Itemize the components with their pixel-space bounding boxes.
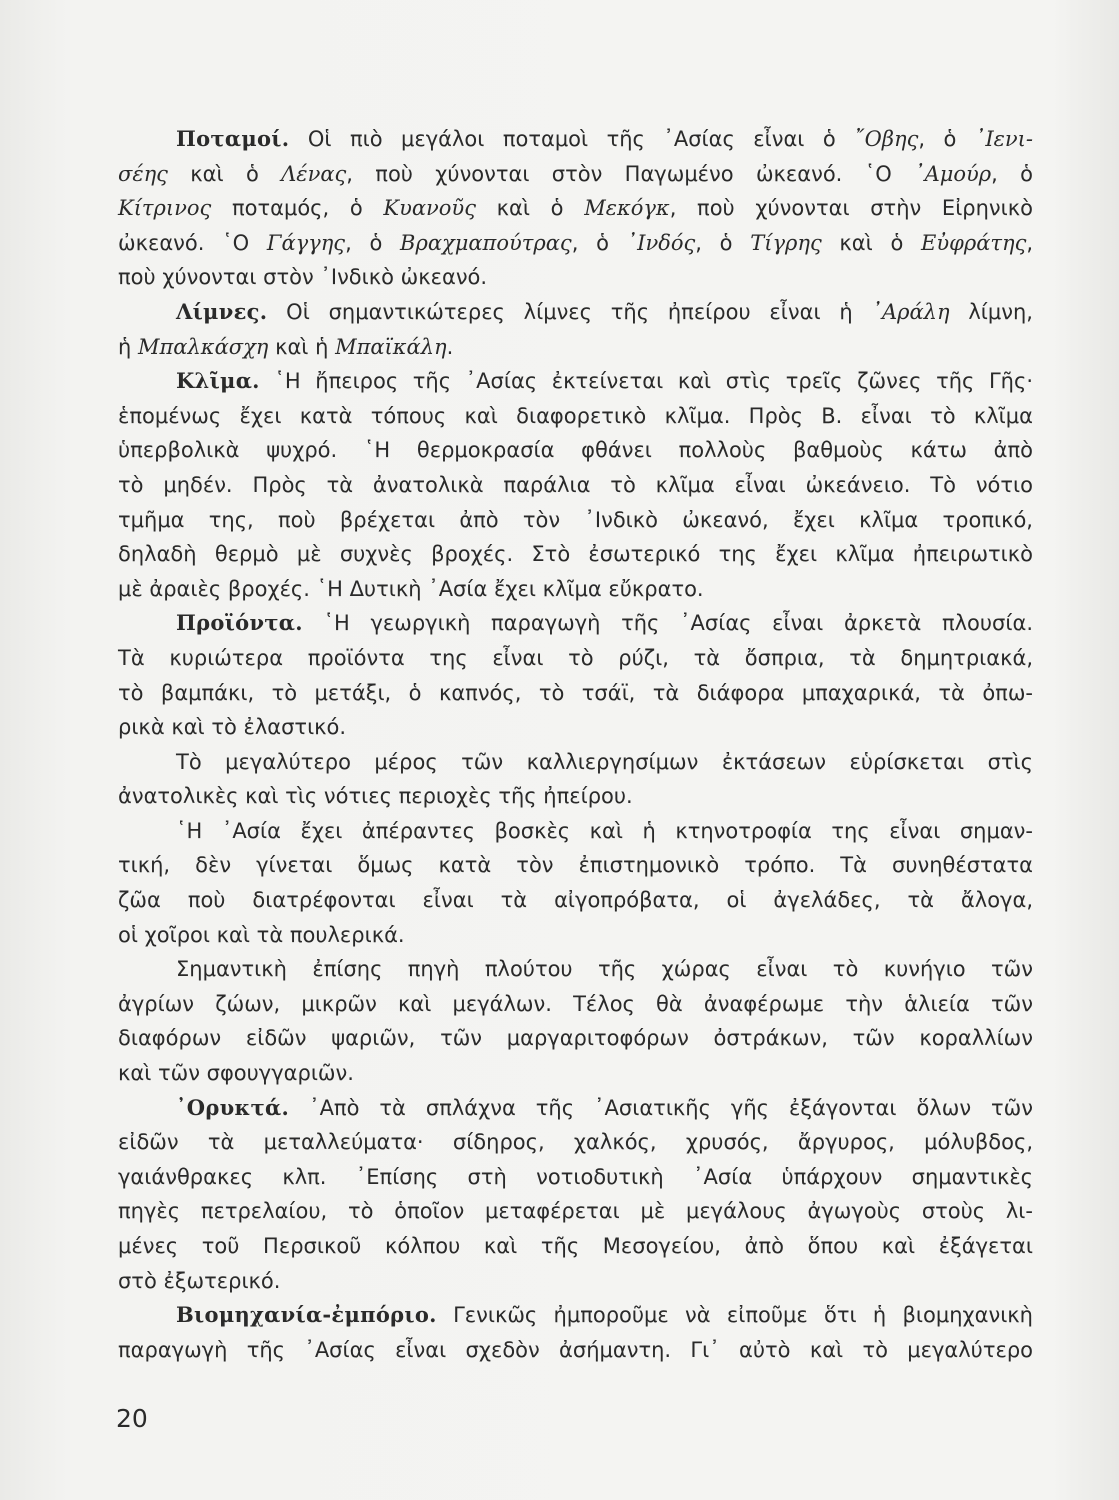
- text-line: Κίτρινος ποταμός, ὁ Κυανοῦς καὶ ὁ Μεκόγκ, ποὺ χύνονται στὴν Εἰρηνικὸ: [118, 196, 1033, 221]
- text-line: ὠκεανό. ῾Ο Γάγγης, ὁ Βραχμαπούτρας, ὁ ᾿Ινδός, ὁ Τίγρης καὶ ὁ Εὐφράτης,: [118, 230, 1034, 255]
- text-line: σέης καὶ ὁ Λένας, ποὺ χύνονται στὸν Παγωμένο ὠκεανό. ῾Ο ᾿Αμούρ, ὁ: [118, 161, 1033, 186]
- text-line: τὸ βαμπάκι, τὸ μετάξι, ὁ καπνός, τὸ τσάϊ, τὰ διάφορα μπαχαρικά, τὰ ὀπω-: [118, 680, 1033, 705]
- text-line: εἰδῶν τὰ μεταλλεύματα· σίδηρος, χαλκός, χρυσός, ἄργυρος, μόλυβδος,: [118, 1130, 1033, 1155]
- text-line: μὲ ἀραιὲς βροχές. ῾Η Δυτικὴ ᾿Ασία ἔχει κλῖμα εὔκρατο.: [118, 576, 704, 601]
- text-line: Λίμνες. Οἱ σημαντικώτερες λίμνες τῆς ἠπείρου εἶναι ἡ ᾿Αράλη λίμνη,: [176, 298, 1033, 324]
- text-line: ἑπομένως ἔχει κατὰ τόπους καὶ διαφορετικὸ κλῖμα. Πρὸς Β. εἶναι τὸ κλῖμα: [118, 403, 1033, 428]
- text-line: παραγωγὴ τῆς ᾿Ασίας εἶναι σχεδὸν ἀσήμαντη. Γι᾿ αὐτὸ καὶ τὸ μεγαλύτερο: [118, 1337, 1033, 1362]
- body-text: [118, 122, 1033, 1367]
- text-line: καὶ τῶν σφουγγαριῶν.: [118, 1061, 354, 1086]
- section-heading-products: Προϊόντα.: [176, 610, 303, 636]
- text-line: γαιάνθρακες κλπ. ᾿Επίσης στὴ νοτιοδυτικὴ ᾿Ασία ὑπάρχουν σημαντικὲς: [118, 1164, 1033, 1189]
- text-line: Προϊόντα. ῾Η γεωργικὴ παραγωγὴ τῆς ᾿Ασίας εἶναι ἀρκετὰ πλουσία.: [176, 610, 1033, 636]
- text-line: διαφόρων εἰδῶν ψαριῶν, τῶν μαργαριτοφόρων ὀστράκων, τῶν κοραλλίων: [118, 1026, 1033, 1051]
- section-heading-minerals: ᾿Ορυκτά.: [176, 1094, 290, 1120]
- text-line: μένες τοῦ Περσικοῦ κόλπου καὶ τῆς Μεσογείου, ἀπὸ ὅπου καὶ ἐξάγεται: [118, 1234, 1033, 1258]
- text-line: οἱ χοῖροι καὶ τὰ πουλερικά.: [118, 922, 405, 947]
- page-number: 20: [116, 1404, 148, 1433]
- text-line: τμῆμα της, ποὺ βρέχεται ἀπὸ τὸν ᾿Ινδικὸ ὠκεανό, ἔχει κλῖμα τροπικό,: [118, 507, 1033, 532]
- text-line: τὸ μηδέν. Πρὸς τὰ ἀνατολικὰ παράλια τὸ κλῖμα εἶναι ὠκεάνειο. Τὸ νότιο: [118, 472, 1033, 497]
- text-line: πηγὲς πετρελαίου, τὸ ὁποῖον μεταφέρεται μὲ μεγάλους ἀγωγοὺς στοὺς λι-: [118, 1199, 1033, 1224]
- text-line: ρικὰ καὶ τὸ ἐλαστικό.: [118, 715, 347, 740]
- text-line: Τὰ κυριώτερα προϊόντα της εἶναι τὸ ρύζι, τὰ ὄσπρια, τὰ δημητριακά,: [118, 645, 1033, 670]
- text-line: ἡ Μπαλκάσχη καὶ ἡ Μπαϊκάλη.: [118, 334, 454, 359]
- text-line: δηλαδὴ θερμὸ μὲ συχνὲς βροχές. Στὸ ἐσωτερικό της ἔχει κλῖμα ἠπειρωτικὸ: [118, 542, 1033, 567]
- text-line: στὸ ἐξωτερικό.: [118, 1268, 281, 1293]
- section-heading-climate: Κλῖμα.: [176, 368, 260, 394]
- text-line: ἀνατολικὲς καὶ τὶς νότιες περιοχὲς τῆς ἠπείρου.: [118, 784, 633, 809]
- section-heading-lakes: Λίμνες.: [176, 298, 268, 324]
- text-line: Κλῖμα. ῾Η ἤπειρος τῆς ᾿Ασίας ἐκτείνεται καὶ στὶς τρεῖς ζῶνες τῆς Γῆς·: [176, 368, 1033, 394]
- text-line: Τὸ μεγαλύτερο μέρος τῶν καλλιεργησίμων ἐκτάσεων εὑρίσκεται στὶς: [176, 749, 1033, 774]
- text-line: ποὺ χύνονται στὸν ᾿Ινδικὸ ὠκεανό.: [118, 265, 488, 290]
- text-line: ζῶα ποὺ διατρέφονται εἶναι τὰ αἰγοπρόβατα, οἱ ἀγελάδες, τὰ ἄλογα,: [118, 888, 1033, 913]
- text-line: ὑπερβολικὰ ψυχρό. ῾Η θερμοκρασία φθάνει πολλοὺς βαθμοὺς κάτω ἀπὸ: [118, 438, 1033, 463]
- text-line: Βιομηχανία-ἐμπόριο. Γενικῶς ἠμποροῦμε νὰ εἰποῦμε ὅτι ἡ βιομηχανικὴ: [176, 1302, 1033, 1328]
- text-line: Ποταμοί. Οἱ πιὸ μεγάλοι ποταμοὶ τῆς ᾿Ασίας εἶναι ὁ ῎Οβης, ὁ ᾿Ιενι-: [176, 126, 1033, 151]
- text-line: Σημαντικὴ ἐπίσης πηγὴ πλούτου τῆς χώρας εἶναι τὸ κυνήγιο τῶν: [176, 957, 1033, 982]
- text-line: ἀγρίων ζώων, μικρῶν καὶ μεγάλων. Τέλος θὰ ἀναφέρωμε τὴν ἁλιεία τῶν: [118, 991, 1033, 1016]
- text-line: τική, δὲν γίνεται ὅμως κατὰ τὸν ἐπιστημονικὸ τρόπο. Τὰ συνηθέστατα: [118, 853, 1033, 878]
- text-line: ῾Η ᾿Ασία ἔχει ἀπέραντες βοσκὲς καὶ ἡ κτηνοτροφία της εἶναι σημαν-: [176, 818, 1033, 843]
- text-line: ᾿Ορυκτά. ᾿Απὸ τὰ σπλάχνα τῆς ᾿Ασιατικῆς γῆς ἐξάγονται ὅλων τῶν: [176, 1094, 1033, 1120]
- section-heading-industry: Βιομηχανία-ἐμπόριο.: [176, 1302, 437, 1328]
- section-heading-rivers: Ποταμοί.: [176, 126, 290, 151]
